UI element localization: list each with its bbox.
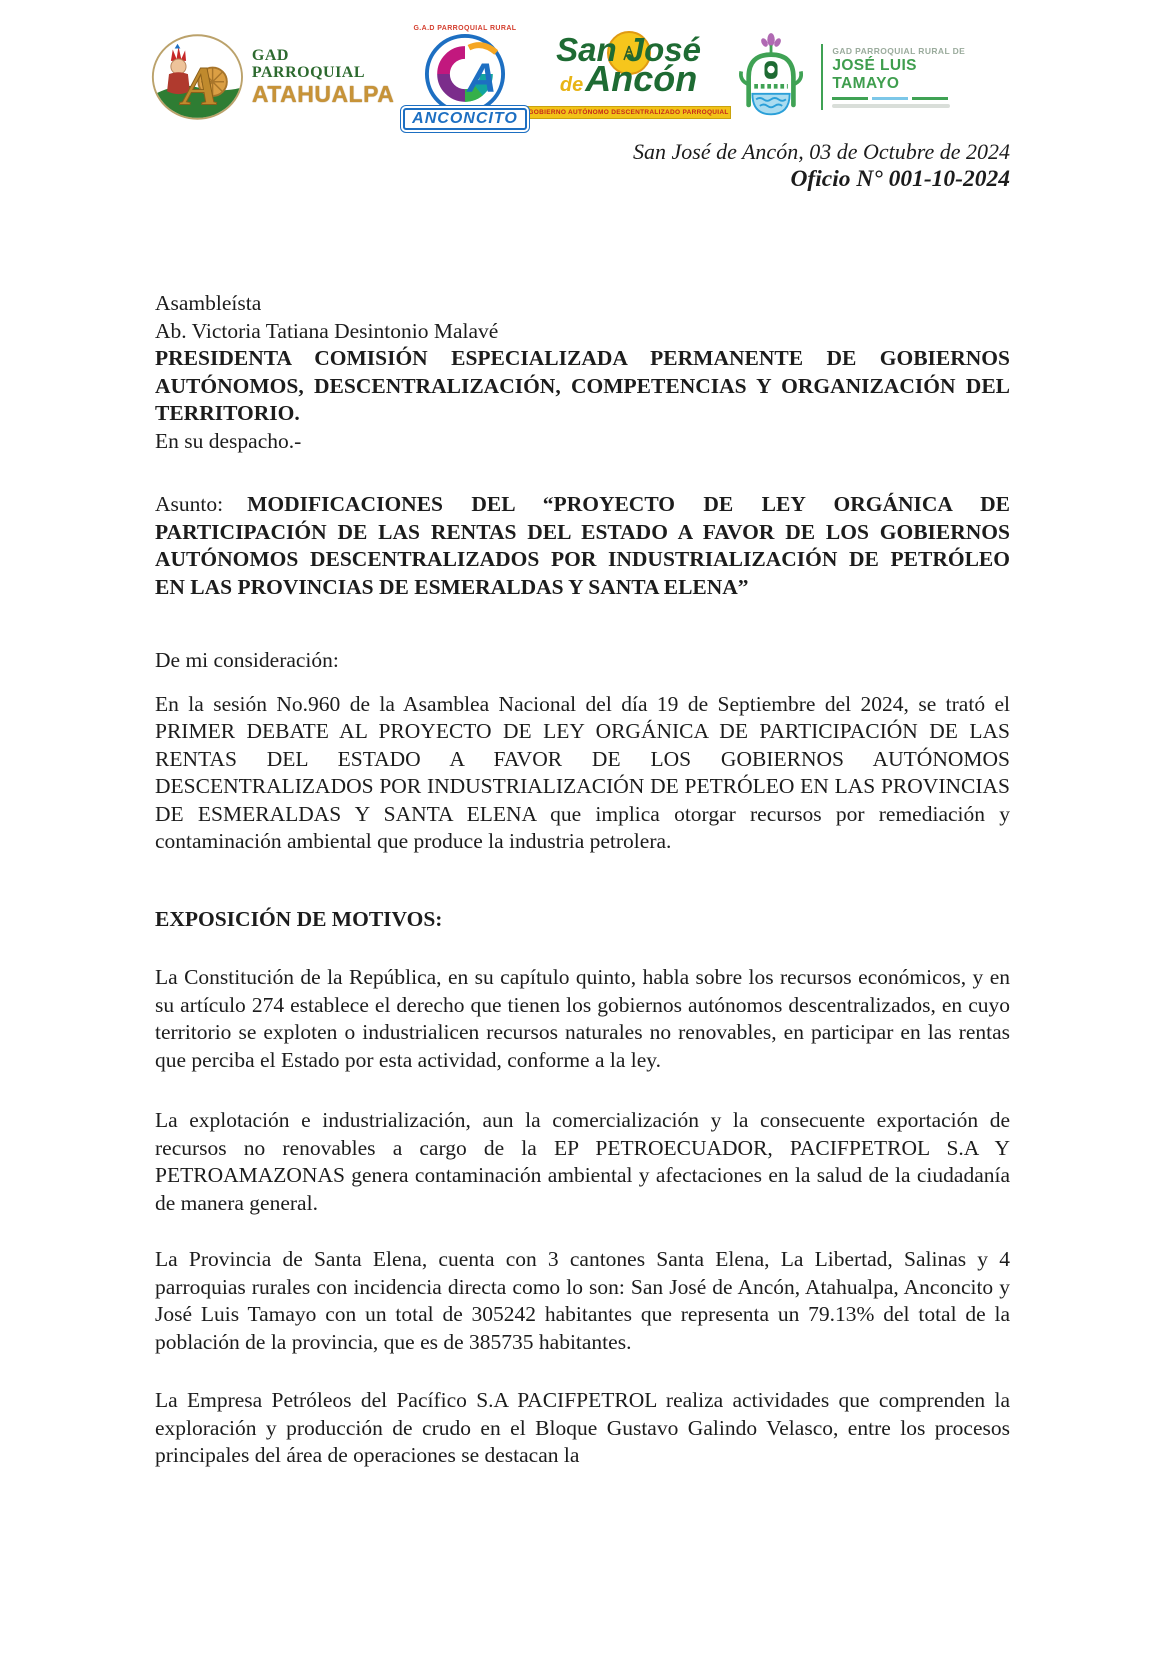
letter-body — [155, 290, 1010, 1470]
recipient-despacho: En su despacho.- — [155, 428, 302, 453]
body-paragraph-1: En la sesión No.960 de la Asamblea Nacional del día 19 de Septiembre del 2024, se trató el PRIMER DEBATE AL PROYECTO DE LEY ORGÁNICA DE PARTICIPACIÓN DE LAS RENTAS DEL ESTADO A FAVOR DE LOS GOBIERNOS AUTÓNOMOS DESCENTRALIZADOS POR INDUSTRIALIZACIÓN DE PETRÓLEO EN LAS PROVINCIAS DE ESMERALDAS Y SANTA ELENA que implica otorgar recursos por remediación y contaminación ambiental que produce la industria petrolera. — [155, 691, 1010, 853]
atahualpa-gad-label: GAD PARROQUIAL — [251, 47, 366, 81]
svg-text:A: A — [466, 54, 497, 101]
place-date-line: San José de Ancón, 03 de Octubre de 2024 — [633, 139, 1010, 164]
recipient-block — [155, 290, 1010, 455]
jlt-wordmark — [832, 46, 985, 108]
jlt-name-label: JOSÉ LUIS TAMAYO — [832, 57, 917, 92]
anconcito-arc-text: G.A.D PARROQUIAL RURAL — [413, 24, 517, 32]
jlt-divider — [821, 44, 823, 110]
dateline-block — [633, 139, 1010, 194]
salutation: De mi consideración: — [155, 648, 339, 672]
body-paragraph-3: La explotación e industrialización, aun la comercialización y la consecuente exportación de recursos no renovables a cargo de la EP PETROECUADOR, PACIFPETROL S.A Y PETROAMAZONAS genera contaminación ambiental y afectaciones en la salud de la ciudadanía de manera general. — [155, 1108, 1010, 1215]
oficio-number: Oficio N° 001-10-2024 — [790, 166, 1010, 192]
body-paragraph-2: La Constitución de la República, en su capítulo quinto, habla sobre los recursos económicos, y en su artículo 274 establece el derecho que tienen los gobiernos autónomos descentralizados, en cuyo territorio se exploten o industrialicen recursos naturales no renovables, en participar en las rentas que perciba el Estado por esta actividad, conforme a la ley. — [155, 965, 1010, 1072]
recipient-name: Ab. Victoria Tatiana Desintonio Malavé — [155, 318, 499, 343]
body-paragraph-4: La Provincia de Santa Elena, cuenta con 3 cantones Santa Elena, La Libertad, Salinas y 4 parroquias rurales con incidencia directa como lo son: San José de Ancón, Atahualpa, Anconcito y José Luis Tamayo con un total de 305242 habitantes que representa un 79.13% del total de la población de la provincia, que es de 385735 habitantes. — [155, 1247, 1010, 1354]
ancon-wordmark-line1: San José — [556, 31, 701, 68]
logo-atahualpa — [150, 30, 403, 124]
jlt-underline-bars — [832, 97, 985, 100]
body-paragraph-5: La Empresa Petróleos del Pacífico S.A PACIFPETROL realiza actividades que comprenden la exploración y producción de crudo en el Bloque Gustavo Galindo Velasco, entre los procesos principales del área de operaciones se destacan la — [155, 1388, 1010, 1467]
ancon-name-label: Ancón — [585, 58, 698, 99]
jlt-gad-label: GAD PARROQUIAL RURAL DE — [832, 46, 966, 56]
section-heading: EXPOSICIÓN DE MOTIVOS: — [155, 906, 443, 931]
atahualpa-name-label: ATAHUALPA — [251, 80, 395, 107]
ancon-gobierno-banner: GOBIERNO AUTÓNOMO DESCENTRALIZADO PARROQUIAL — [526, 106, 732, 119]
recipient-title: Asambleísta — [155, 291, 262, 315]
logo-san-jose-de-ancon — [527, 31, 731, 119]
logo-anconcito — [403, 25, 527, 130]
subject-label: Asunto: — [155, 492, 224, 516]
logo-jose-luis-tamayo — [730, 30, 985, 124]
atahualpa-emblem-icon — [150, 30, 245, 124]
ancon-de-label: de — [559, 74, 584, 96]
subject-paragraph — [155, 491, 1010, 601]
ancon-wordmark-line2 — [559, 58, 698, 103]
anconcito-name-banner: ANCONCITO — [403, 108, 527, 130]
svg-text:A: A — [182, 55, 219, 117]
atahualpa-wordmark — [252, 48, 403, 106]
recipient-position: PRESIDENTA COMISIÓN ESPECIALIZADA PERMANENTE DE GOBIERNOS AUTÓNOMOS, DESCENTRALIZACIÓN, COMPETENCIAS Y ORGANIZACIÓN DEL TERRITORIO. — [155, 346, 1010, 425]
anconcito-emblem-icon — [424, 33, 506, 115]
jlt-slogan-line — [832, 104, 950, 108]
logo-strip — [150, 26, 985, 128]
subject-text: MODIFICACIONES DEL “PROYECTO DE LEY ORGÁNICA DE PARTICIPACIÓN DE LAS RENTAS DEL ESTADO A FAVOR DE LOS GOBIERNOS AUTÓNOMOS DESCENTRALIZADOS POR INDUSTRIALIZACIÓN DE PETRÓLEO EN LAS PROVINCIAS DE ESMERALDAS Y SANTA ELENA” — [155, 492, 1010, 599]
jlt-crest-icon — [730, 30, 812, 124]
